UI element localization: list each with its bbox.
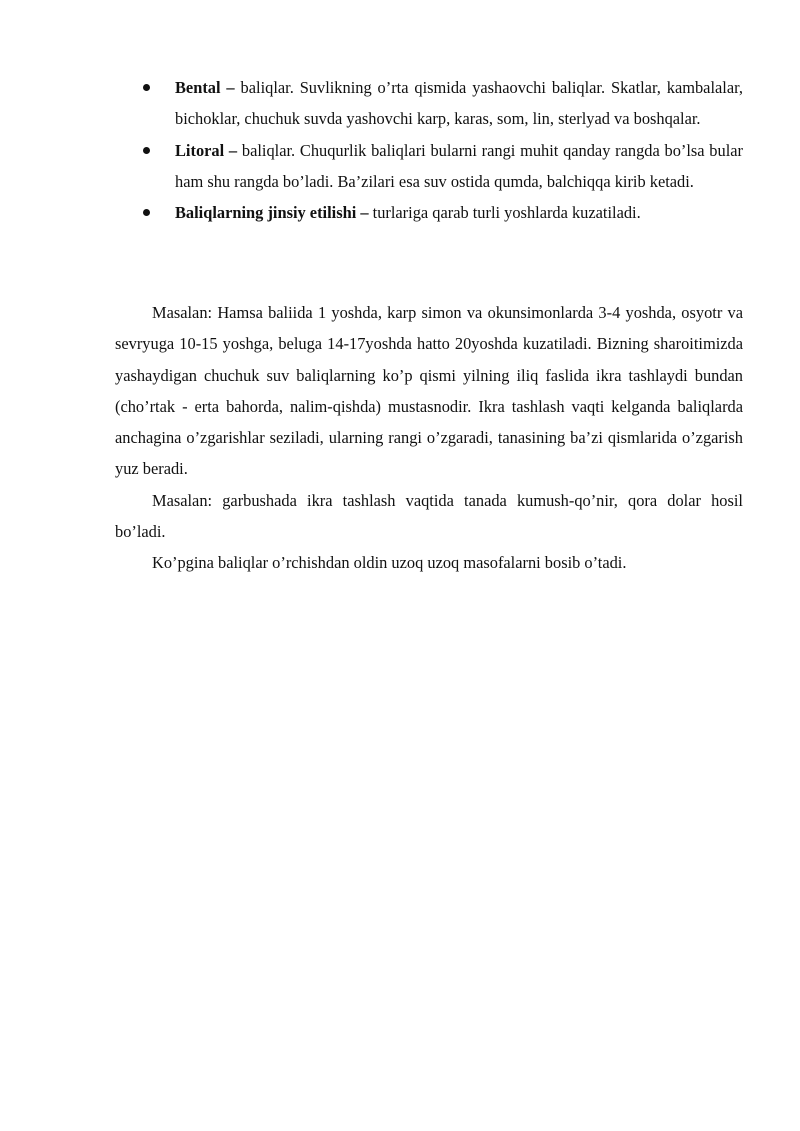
bullet-term: Bental – <box>175 78 235 97</box>
bullet-dot-icon <box>143 209 150 216</box>
body-text <box>115 297 743 579</box>
paragraph-migration: Ko’pgina baliqlar o’rchishdan oldin uzoq uzoq masofalarni bosib o’tadi. <box>152 553 627 573</box>
bullet-dot-icon <box>143 84 150 91</box>
bullet-item-bental <box>143 72 743 135</box>
bullet-text: turlariga qarab turli yoshlarda kuzatiladi. <box>368 203 641 223</box>
paragraph-maturity-ages: Masalan: Hamsa baliida 1 yoshda, karp simon va okunsimonlarda 3-4 yoshda, osyotr va sevryuga 10-15 yoshga, beluga 14-17yoshda hatto 20yoshda kuzatiladi. Bizning sharoitimizda yashaydigan chuchuk suv baliqlarning ko’p qismi yilning iliq faslida ikra tashlaydi bundan (cho’rtak - erta bahorda, nalim-qishda) mustasnodir. Ikra tashlash vaqti kelganda baliqlarda anchagina o’zgarishlar seziladi, ularning rangi o’zgaradi, tanasining ba’zi qismlarida o’zgarish yuz beradi. <box>115 303 743 479</box>
bullet-text: baliqlar. Suvlikning o’rta qismida yashaovchi baliqlar. Skatlar, kambalalar, bichoklar, chuchuk suvda yashovchi karp, karas, som, lin, sterlyad va boshqalar. <box>175 78 743 129</box>
bullet-term: Litoral – <box>175 140 238 160</box>
bullet-dot-icon <box>143 147 150 154</box>
bullet-item-jinsiy-etilishi <box>143 197 743 228</box>
bullet-text: baliqlar. Chuqurlik baliqlari bularni rangi muhit qanday rangda bo’lsa bular ham shu rangda bo’ladi. Ba’zilari esa suv ostida qumda, balchiqqa kirib ketadi. <box>175 140 743 191</box>
bullet-list <box>143 72 743 228</box>
bullet-term: Baliqlarning jinsiy etilishi – <box>175 203 369 223</box>
paragraph-garbusha-example: Masalan: garbushada ikra tashlash vaqtida tanada kumush-qo’nir, qora dolar hosil bo’ladi. <box>115 490 743 542</box>
bullet-item-litoral <box>143 135 743 198</box>
